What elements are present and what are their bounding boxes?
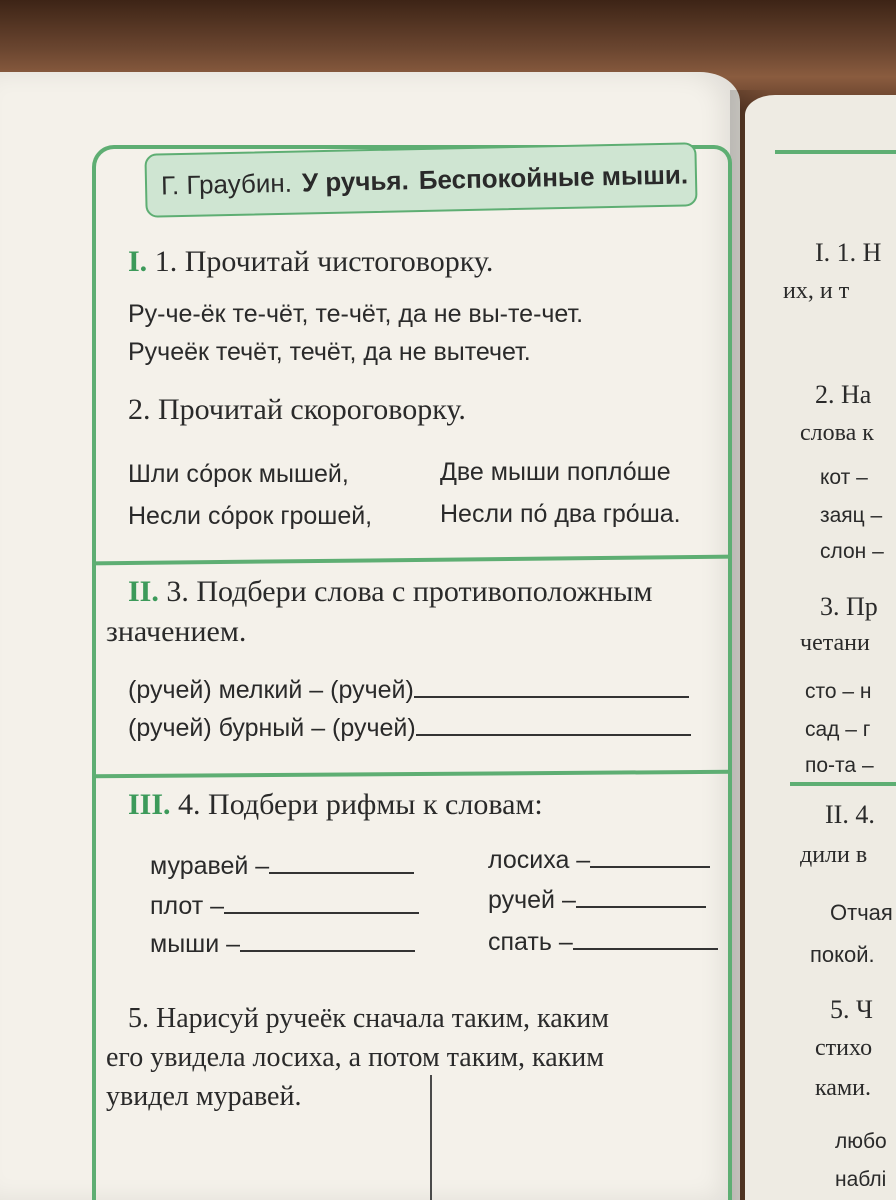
antonym-row-1 [128, 676, 689, 705]
rhyme-row [150, 892, 419, 921]
antonym-prompt: (ручей) мелкий – (ручей) [128, 676, 414, 704]
right-line: 3. Пр [820, 592, 878, 621]
right-line: слова к [800, 420, 874, 446]
answer-blank[interactable] [269, 871, 414, 874]
answer-blank[interactable] [240, 949, 415, 952]
rhyme-row [150, 852, 414, 881]
tongue-twister-full: Ручеёк течёт, течёт, да не вытечет. [128, 338, 531, 366]
right-line: сад – г [805, 718, 871, 741]
task-4-text: 4. Подбери рифмы к словам: [178, 788, 543, 821]
task-5-line-3: увидел муравей. [106, 1081, 302, 1112]
rhyme-word: мыши – [150, 930, 241, 958]
right-line: 2. На [815, 380, 872, 409]
tongue-twister-syllables: Ру-че-ёк те-чёт, те-чёт, да не вы-те-чет. [128, 300, 584, 328]
poem-left-line-2: Несли со́рок грошей, [128, 502, 373, 530]
story-title-2: Беспокойные мыши. [418, 158, 689, 195]
answer-blank[interactable] [224, 911, 419, 914]
right-line: 5. Ч [830, 995, 873, 1024]
right-line: дили в [800, 842, 868, 868]
right-line: четани [800, 630, 870, 656]
roman-numeral: II. [128, 575, 159, 608]
roman-numeral: I. [128, 245, 148, 278]
answer-blank[interactable] [590, 865, 710, 868]
rhyme-row [488, 846, 710, 875]
author-name: Г. Граубин. [160, 167, 293, 200]
poem-right-line-1: Две мыши попло́ше [440, 458, 671, 486]
rhyme-row [488, 928, 718, 957]
answer-blank[interactable] [573, 947, 718, 950]
antonym-prompt: (ручей) бурный – (ручей) [128, 714, 416, 742]
right-line: по-та – [805, 754, 874, 777]
rhyme-word: плот – [150, 892, 225, 920]
right-line: стихо [815, 1035, 873, 1061]
rhyme-word: спать – [488, 928, 573, 956]
roman-numeral: III. [128, 788, 171, 821]
right-divider [790, 782, 896, 786]
right-line: наблі [835, 1168, 887, 1191]
story-title-1: У ручья. [301, 164, 410, 197]
antonym-row-2 [128, 714, 691, 743]
right-line: заяц – [820, 504, 883, 527]
right-line: любо [835, 1130, 887, 1153]
right-line: кот – [820, 466, 868, 489]
poem-right-line-2: Несли по́ два гро́ша. [440, 500, 681, 528]
rhyme-row [488, 886, 706, 915]
lesson-title [144, 142, 697, 218]
task-1 [128, 245, 493, 279]
task-5-line-1: 5. Нарисуй ручеёк сначала таким, каким [128, 1003, 609, 1034]
right-line: их, и т [783, 278, 850, 304]
answer-blank[interactable] [414, 695, 689, 698]
task-3-text: 3. Подбери слова с противоположным [166, 575, 653, 608]
right-line: покой. [810, 942, 875, 967]
right-line: сто – н [805, 680, 872, 703]
right-line: слон – [820, 540, 884, 563]
right-line: I. 1. Н [815, 238, 882, 267]
right-frame [775, 150, 896, 154]
task-3-continued: значением. [106, 615, 247, 648]
right-line: Отчая [830, 900, 893, 925]
task-1-text: 1. Прочитай чистоговорку. [154, 245, 494, 278]
answer-blank[interactable] [576, 905, 706, 908]
drawing-area-divider [430, 1075, 432, 1200]
answer-blank[interactable] [416, 733, 691, 736]
rhyme-word: ручей – [488, 886, 576, 914]
task-5-line-2: его увидела лосиха, а потом таким, каким [106, 1042, 604, 1073]
task-4 [128, 788, 543, 822]
poem-left-line-1: Шли со́рок мышей, [128, 460, 349, 488]
rhyme-row [150, 930, 415, 959]
task-2: 2. Прочитай скороговорку. [128, 393, 466, 426]
right-line: II. 4. [825, 800, 875, 829]
rhyme-word: лосиха – [488, 846, 591, 874]
rhyme-word: муравей – [150, 852, 270, 880]
right-line: ками. [815, 1075, 871, 1101]
task-3 [128, 575, 652, 609]
